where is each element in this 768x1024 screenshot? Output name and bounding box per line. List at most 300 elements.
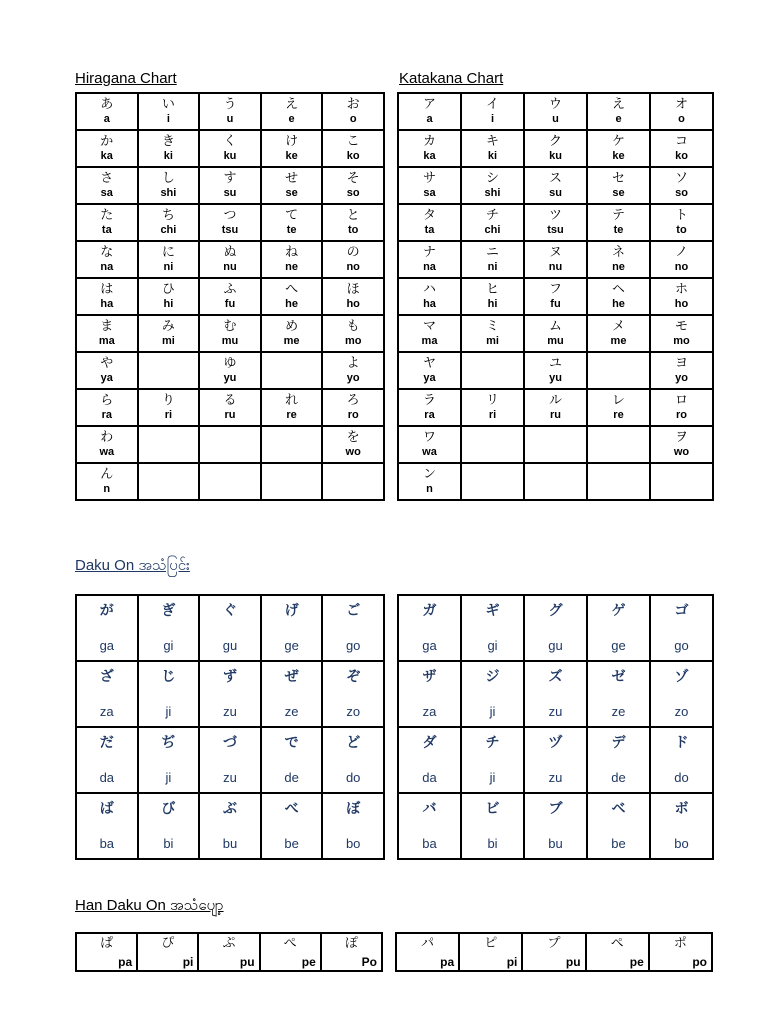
kana-cell (138, 352, 200, 389)
romaji-reading: ba (99, 836, 115, 851)
kana-character: ガ (422, 603, 437, 619)
romaji-reading: ba (422, 836, 437, 851)
romaji-reading: be (284, 836, 299, 851)
kana-character: ボ (674, 801, 689, 817)
kana-cell (138, 661, 200, 727)
romaji-reading: zu (548, 704, 563, 719)
romaji-reading: gi (487, 638, 498, 653)
romaji-reading: i (490, 113, 495, 125)
kana-cell (587, 167, 650, 204)
romaji-reading: su (223, 187, 237, 199)
kana-character: し (161, 171, 175, 186)
kana-cell (199, 204, 261, 241)
kana-character: だ (99, 735, 114, 751)
kana-cell (322, 661, 384, 727)
kana-character: デ (611, 735, 626, 751)
kana-cell (138, 793, 200, 859)
kana-character: え (611, 97, 625, 112)
daku-on-title: Daku On အသံပြင်း (75, 557, 190, 574)
romaji-reading: ra (424, 409, 435, 421)
kana-cell (138, 426, 200, 463)
kana-cell (322, 595, 384, 661)
kana-cell (261, 727, 323, 793)
hiragana-row (76, 463, 384, 500)
kana-character: つ (223, 208, 237, 223)
romaji-reading: bo (674, 836, 689, 851)
romaji-reading: ki (163, 150, 173, 162)
kana-character: シ (485, 171, 499, 186)
kana-character: ト (674, 208, 688, 223)
romaji-reading: ma (421, 335, 438, 347)
hiragana-row (76, 130, 384, 167)
kana-cell (261, 167, 323, 204)
romaji-reading: ta (424, 224, 435, 236)
kana-character: ド (674, 735, 689, 751)
kana-cell (76, 204, 138, 241)
kana-character: ル (548, 393, 562, 408)
kana-cell (461, 130, 524, 167)
romaji-reading: bo (345, 836, 361, 851)
katakana-row (398, 204, 713, 241)
romaji-reading: sa (100, 187, 113, 199)
kana-cell (587, 463, 650, 500)
kana-cell (199, 595, 261, 661)
kana-cell (650, 426, 713, 463)
romaji-reading: me (610, 335, 627, 347)
romaji-reading: chi (160, 224, 177, 236)
kana-cell (76, 595, 138, 661)
romaji-reading: u (552, 113, 559, 125)
kana-cell (649, 933, 712, 971)
romaji-reading: mu (221, 335, 239, 347)
kana-cell (650, 463, 713, 500)
kana-cell (138, 595, 200, 661)
romaji-reading: e (288, 113, 295, 125)
kana-cell (650, 278, 713, 315)
kana-cell (138, 463, 200, 500)
daku-hiragana-row (76, 727, 384, 793)
romaji-reading: gu (222, 638, 238, 653)
kana-cell (524, 315, 587, 352)
romaji-reading: hi (487, 298, 498, 310)
kana-character: や (100, 356, 114, 371)
kana-character: ポ (673, 936, 687, 951)
romaji-reading: pu (565, 955, 581, 969)
kana-cell (524, 463, 587, 500)
romaji-reading: na (100, 261, 114, 273)
kana-character: ぐ (222, 603, 237, 619)
kana-cell (322, 278, 384, 315)
kana-character: チ (485, 735, 500, 751)
kana-character: ぎ (161, 603, 176, 619)
romaji-reading: zo (674, 704, 689, 719)
daku-hiragana-row (76, 793, 384, 859)
romaji-reading: mo (344, 335, 362, 347)
kana-character: あ (100, 97, 114, 112)
kana-character: ベ (611, 801, 626, 817)
kana-cell (461, 463, 524, 500)
kana-character: ピ (484, 936, 498, 951)
kana-character: ヘ (611, 282, 625, 297)
kana-cell (261, 315, 323, 352)
kana-cell (524, 352, 587, 389)
kana-character: サ (422, 171, 436, 186)
romaji-reading: fu (224, 298, 236, 310)
kana-cell (76, 463, 138, 500)
kana-cell (587, 595, 650, 661)
kana-cell (524, 130, 587, 167)
kana-character: ヌ (548, 245, 562, 260)
kana-cell (587, 727, 650, 793)
kana-cell (398, 463, 461, 500)
romaji-reading: da (99, 770, 115, 785)
romaji-reading: pi (182, 955, 194, 969)
romaji-reading: o (678, 113, 685, 125)
romaji-reading: ro (347, 409, 359, 421)
kana-character: む (223, 319, 237, 334)
romaji-reading: ge (611, 638, 626, 653)
kana-cell (587, 389, 650, 426)
kana-character: ビ (485, 801, 500, 817)
kana-cell (461, 793, 524, 859)
romaji-reading: ku (223, 150, 237, 162)
romaji-reading: yu (223, 372, 237, 384)
kana-cell (587, 130, 650, 167)
kana-character: プ (547, 936, 561, 951)
kana-character: モ (674, 319, 688, 334)
kana-cell (398, 595, 461, 661)
kana-cell (76, 167, 138, 204)
kana-cell (398, 278, 461, 315)
romaji-reading: ji (489, 704, 496, 719)
romaji-reading: gu (548, 638, 563, 653)
romaji-reading: nu (548, 261, 563, 273)
hiragana-row (76, 93, 384, 130)
romaji-reading: sa (423, 187, 436, 199)
hiragana-row (76, 278, 384, 315)
romaji-reading: ze (284, 704, 299, 719)
kana-cell (461, 93, 524, 130)
romaji-reading: ga (422, 638, 437, 653)
romaji-reading: zo (346, 704, 361, 719)
romaji-reading: go (345, 638, 361, 653)
kana-character: ズ (548, 669, 563, 685)
kana-cell (76, 426, 138, 463)
kana-cell (322, 463, 384, 500)
kana-cell (398, 793, 461, 859)
romaji-reading: bu (222, 836, 238, 851)
romaji-reading: ri (164, 409, 173, 421)
kana-character: ひ (161, 282, 175, 297)
kana-cell (524, 661, 587, 727)
kana-character: よ (346, 356, 360, 371)
kana-character: ラ (422, 393, 436, 408)
romaji-reading: ku (549, 150, 562, 162)
romaji-reading: zu (548, 770, 563, 785)
kana-cell (461, 315, 524, 352)
romaji-reading: chi (484, 224, 501, 236)
kana-character: ぢ (161, 735, 176, 751)
katakana-table (397, 92, 714, 501)
kana-cell (322, 204, 384, 241)
kana-character: れ (285, 393, 299, 408)
kana-cell (138, 204, 200, 241)
kana-character: ば (99, 801, 114, 817)
romaji-reading: re (613, 409, 624, 421)
kana-character: は (100, 282, 114, 297)
kana-character: ロ (674, 393, 688, 408)
kana-character: そ (346, 171, 360, 186)
kana-cell (199, 389, 261, 426)
romaji-reading: bi (487, 836, 498, 851)
kana-character: ぽ (344, 936, 358, 951)
kana-cell (261, 389, 323, 426)
kana-cell (396, 933, 459, 971)
kana-character: ク (548, 134, 562, 149)
kana-cell (198, 933, 259, 971)
kana-character: ワ (422, 430, 436, 445)
daku-katakana-row (398, 661, 713, 727)
kana-cell (138, 389, 200, 426)
kana-cell (524, 595, 587, 661)
kana-cell (461, 661, 524, 727)
kana-character: み (161, 319, 175, 334)
romaji-reading: gi (163, 638, 174, 653)
kana-character: ぷ (222, 936, 236, 951)
kana-cell (138, 130, 200, 167)
kana-character: ン (422, 467, 436, 482)
romaji-reading: zu (223, 770, 237, 785)
kana-character: ぺ (283, 936, 297, 951)
romaji-reading: wo (673, 446, 690, 458)
kana-character: か (100, 134, 114, 149)
kana-character: せ (285, 171, 299, 186)
kana-character: え (285, 97, 299, 112)
hiragana-table (75, 92, 385, 501)
romaji-reading: da (422, 770, 437, 785)
kana-character: る (223, 393, 237, 408)
hiragana-row (76, 352, 384, 389)
romaji-reading: u (226, 113, 234, 125)
romaji-reading: ya (100, 372, 113, 384)
kana-cell (398, 426, 461, 463)
kana-character: キ (485, 134, 499, 149)
kana-cell (398, 93, 461, 130)
kana-character: ア (422, 97, 436, 112)
kana-cell (199, 661, 261, 727)
kana-character: わ (100, 430, 114, 445)
kana-character: の (346, 245, 360, 260)
kana-cell (137, 933, 198, 971)
kana-cell (322, 389, 384, 426)
kana-character: テ (611, 208, 625, 223)
kana-character: ゲ (611, 603, 626, 619)
kana-character: ス (548, 171, 562, 186)
romaji-reading: shi (160, 187, 177, 199)
romaji-reading: he (285, 298, 298, 310)
daku-on-hiragana-table (75, 594, 385, 860)
kana-character: ザ (422, 669, 437, 685)
kana-cell (587, 426, 650, 463)
katakana-row (398, 389, 713, 426)
kana-character: き (161, 134, 175, 149)
han-hiragana-row (76, 933, 382, 971)
romaji-reading: no (674, 261, 689, 273)
kana-character: ギ (485, 603, 500, 619)
kana-cell (587, 352, 650, 389)
kana-character: へ (285, 282, 299, 297)
romaji-reading: mo (673, 335, 690, 347)
romaji-reading: ko (346, 150, 360, 162)
kana-character: ネ (611, 245, 625, 260)
romaji-reading: ri (488, 409, 497, 421)
romaji-reading: mi (486, 335, 499, 347)
romaji-reading: ji (165, 770, 172, 785)
kana-character: を (346, 430, 360, 445)
kana-cell (650, 793, 713, 859)
kana-cell (461, 389, 524, 426)
kana-cell (76, 241, 138, 278)
han-katakana-row (396, 933, 712, 971)
kana-character: セ (611, 171, 625, 186)
romaji-reading: n (426, 483, 433, 495)
kana-cell (199, 278, 261, 315)
romaji-reading: no (346, 261, 360, 273)
kana-cell (524, 278, 587, 315)
romaji-reading: n (103, 483, 111, 495)
kana-character: お (346, 97, 360, 112)
kana-character: ケ (611, 134, 625, 149)
kana-character: フ (548, 282, 562, 297)
kana-character: ペ (610, 936, 624, 951)
kana-cell (322, 727, 384, 793)
kana-cell (524, 204, 587, 241)
kana-cell (322, 241, 384, 278)
romaji-reading: ra (101, 409, 112, 421)
kana-cell (650, 389, 713, 426)
kana-cell (524, 793, 587, 859)
kana-character: り (161, 393, 175, 408)
kana-cell (261, 278, 323, 315)
romaji-reading: yu (549, 372, 562, 384)
kana-cell (199, 793, 261, 859)
romaji-reading: do (674, 770, 689, 785)
kana-character: タ (422, 208, 436, 223)
kana-cell (261, 463, 323, 500)
kana-cell (76, 727, 138, 793)
kana-cell (199, 130, 261, 167)
kana-cell (322, 93, 384, 130)
kana-cell (587, 793, 650, 859)
kana-character: と (346, 208, 360, 223)
romaji-reading: a (103, 113, 110, 125)
romaji-reading: go (674, 638, 689, 653)
kana-character: げ (284, 603, 299, 619)
kana-character: ゴ (674, 603, 689, 619)
romaji-reading: hi (163, 298, 174, 310)
kana-character: い (161, 97, 175, 112)
kana-character: て (285, 208, 299, 223)
kana-character: ゼ (611, 669, 626, 685)
kana-character: オ (674, 97, 688, 112)
romaji-reading: yo (346, 372, 360, 384)
kana-cell (650, 130, 713, 167)
kana-cell (76, 278, 138, 315)
hiragana-row (76, 241, 384, 278)
kana-character: ダ (422, 735, 437, 751)
romaji-reading: pa (440, 955, 455, 969)
kana-cell (524, 241, 587, 278)
kana-character: ぶ (222, 801, 237, 817)
kana-cell (322, 426, 384, 463)
hiragana-row (76, 389, 384, 426)
kana-cell (76, 793, 138, 859)
kana-cell (524, 93, 587, 130)
kana-cell (650, 595, 713, 661)
romaji-reading: shi (484, 187, 501, 199)
romaji-reading: ji (165, 704, 172, 719)
kana-cell (650, 315, 713, 352)
kana-cell (76, 352, 138, 389)
kana-character: ヲ (674, 430, 688, 445)
katakana-row (398, 352, 713, 389)
romaji-reading: pe (629, 955, 644, 969)
romaji-reading: mu (547, 335, 564, 347)
kana-cell (461, 595, 524, 661)
kana-character: グ (548, 603, 563, 619)
kana-character: ナ (422, 245, 436, 260)
daku-on-katakana-table (397, 594, 714, 860)
romaji-reading: re (286, 409, 297, 421)
romaji-reading: ze (611, 704, 626, 719)
kana-cell (261, 352, 323, 389)
kana-cell (587, 93, 650, 130)
kana-character: た (100, 208, 114, 223)
kana-cell (650, 93, 713, 130)
kana-character: ヨ (674, 356, 688, 371)
romaji-reading: ya (423, 372, 436, 384)
romaji-reading: ni (163, 261, 174, 273)
kana-character: ブ (548, 801, 563, 817)
romaji-reading: fu (550, 298, 561, 310)
romaji-reading: za (422, 704, 437, 719)
kana-cell (138, 727, 200, 793)
kana-cell (261, 204, 323, 241)
romaji-reading: se (612, 187, 625, 199)
hiragana-row (76, 167, 384, 204)
romaji-reading: wo (345, 446, 361, 458)
kana-cell (199, 241, 261, 278)
kana-character: ね (285, 245, 299, 260)
kana-cell (524, 389, 587, 426)
kana-character: バ (422, 801, 437, 817)
kana-character: コ (674, 134, 688, 149)
kana-character: な (100, 245, 114, 260)
romaji-reading: ke (612, 150, 625, 162)
kana-character: ウ (548, 97, 562, 112)
kana-cell (586, 933, 649, 971)
romaji-reading: bu (548, 836, 563, 851)
kana-character: ヤ (422, 356, 436, 371)
kana-character: さ (100, 171, 114, 186)
katakana-chart-title: Katakana Chart (399, 70, 504, 87)
romaji-reading: nu (223, 261, 237, 273)
kana-cell (199, 315, 261, 352)
kana-cell (138, 278, 200, 315)
kana-character: ゆ (223, 356, 237, 371)
kana-character: じ (161, 669, 176, 685)
romaji-reading: me (283, 335, 300, 347)
